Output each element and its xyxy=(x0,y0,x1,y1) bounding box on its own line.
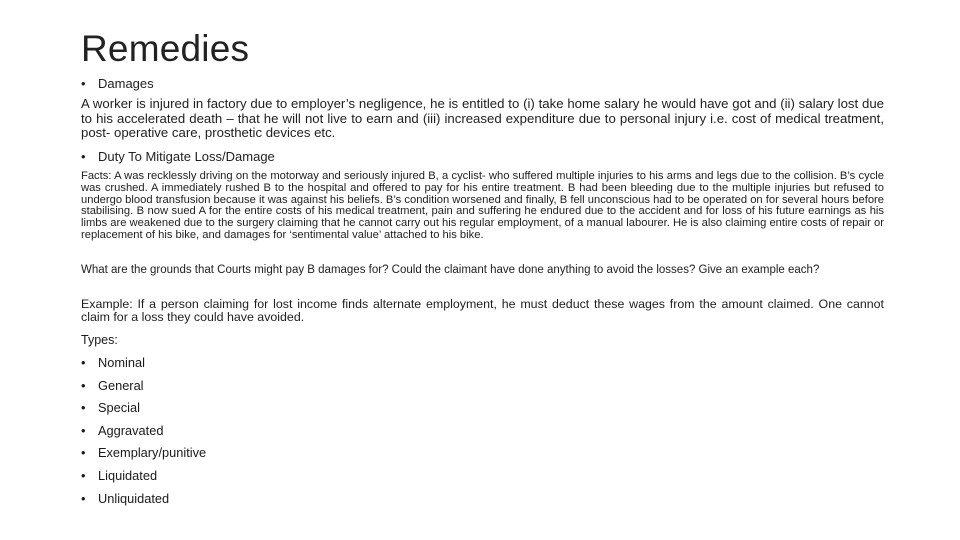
bullet-dot: • xyxy=(81,149,86,164)
list-item xyxy=(81,445,206,468)
facts-paragraph: Facts: A was recklessly driving on the motorway and seriously injured B, a cyclist- who suffered multiple injuries to his arms and legs due to the collision. B’s cycle was crushed. A immediately rushed B to the hospital and offered to pay for his entire treatment. B had been bleeding due to the multiple injuries but refused to undergo blood transfusion because it was against his beliefs. B’s condition worsened and finally, B fell unconscious had to be operated on for several hours before stabilising. B now sued A for the entire costs of his medical treatment, pain and suffering he endured due to the accident and for loss of his future earnings as his limbs are weakened due to the surgery claiming that he cannot carry out his regular employment, of a manual labourer. He is also claiming entire costs of repair or replacement of his bike, and damages for ‘sentimental value’ attached to his bike. xyxy=(81,170,884,241)
example-paragraph: Example: If a person claiming for lost income finds alternate employment, he must deduct these wages from the amount claimed. One cannot claim for a loss they could have avoided. xyxy=(81,297,884,324)
list-item xyxy=(81,378,206,401)
types-label: Types: xyxy=(81,333,118,347)
bullet-damages-text: Damages xyxy=(98,76,154,91)
bullet-dot: • xyxy=(81,400,86,416)
list-item xyxy=(81,491,206,514)
bullet-dot: • xyxy=(81,445,86,461)
type-label: General xyxy=(98,377,144,393)
types-list xyxy=(81,355,206,513)
type-label: Exemplary/punitive xyxy=(98,445,207,461)
bullet-dot: • xyxy=(81,467,86,483)
bullet-mitigate xyxy=(81,149,275,164)
bullet-dot: • xyxy=(81,76,86,91)
slide-title: Remedies xyxy=(81,28,250,69)
bullet-damages xyxy=(81,76,154,91)
type-label: Unliquidated xyxy=(98,490,170,506)
bullet-dot: • xyxy=(81,490,86,506)
bullet-dot: • xyxy=(81,355,86,370)
bullet-dot: • xyxy=(81,377,86,393)
list-item xyxy=(81,400,206,423)
list-item xyxy=(81,423,206,446)
type-label: Special xyxy=(98,400,140,416)
type-label: Liquidated xyxy=(98,467,158,483)
type-label: Aggravated xyxy=(98,422,164,438)
bullet-mitigate-text: Duty To Mitigate Loss/Damage xyxy=(98,149,275,164)
question-paragraph: What are the grounds that Courts might pay B damages for? Could the claimant have done anything to avoid the losses? Give an example each? xyxy=(81,264,820,276)
list-item xyxy=(81,355,206,378)
type-label: Nominal xyxy=(98,355,145,370)
list-item xyxy=(81,468,206,491)
worker-paragraph: A worker is injured in factory due to employer’s negligence, he is entitled to (i) take home salary he would have got and (ii) salary lost due to his accelerated death – that he will not live to earn and (iii) increased expenditure due to personal injury i.e. cost of medical treatment, post- operative care, prosthetic devices etc. xyxy=(81,96,884,140)
bullet-dot: • xyxy=(81,422,86,438)
